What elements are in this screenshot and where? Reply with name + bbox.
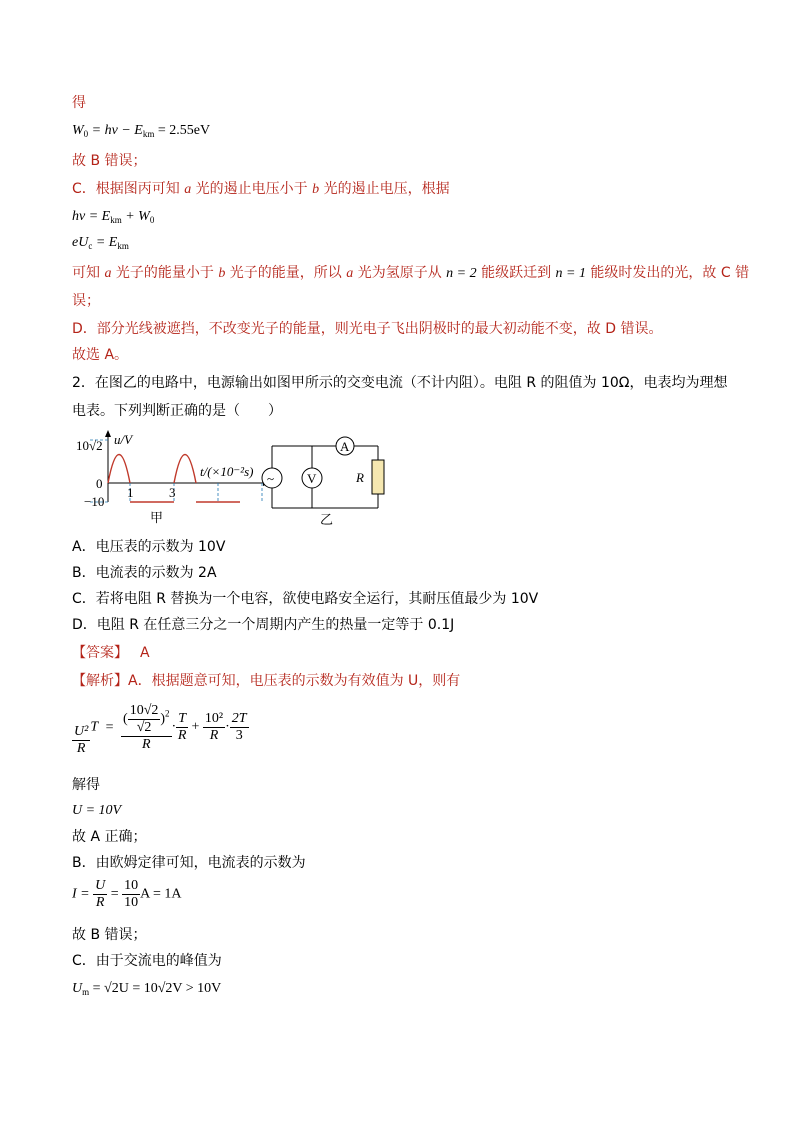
text-line: 误；: [72, 293, 100, 309]
var-n1: n = 1: [555, 266, 586, 281]
figure-jia-waveform: [72, 430, 275, 526]
y-axis-label: u/V: [114, 432, 133, 447]
numerator: 2T: [231, 711, 247, 726]
text-part: 光为氢原子从: [353, 265, 447, 281]
option-c: C．若将电阻 R 替换为一个电容，欲使电路安全运行，其耐压值最少为 10V: [72, 591, 539, 607]
eq-part: =: [105, 719, 114, 735]
numerator: ( $\frac{10√2}{√2}$ )$^2$: [123, 702, 170, 735]
text-part: 能级时发出的光，故 C 错: [585, 265, 750, 281]
eq-part: =: [110, 886, 119, 902]
text-line: 故选 A。: [72, 347, 129, 363]
var-a: a: [184, 182, 192, 197]
ammeter-label: A: [340, 439, 350, 454]
analysis-tag: 【解析】: [72, 673, 128, 689]
figure-caption-yi: 乙: [320, 512, 334, 526]
frac-10-10: [122, 878, 140, 911]
var-n2: n = 2: [446, 266, 477, 281]
eq-part: I =: [72, 886, 90, 902]
equation-w0: [72, 122, 210, 143]
eq-part: = √2U = 10√2V > 10V: [89, 981, 222, 996]
voltmeter-label: V: [307, 471, 317, 486]
eq-part: A = 1A: [140, 886, 182, 902]
text-part: 光的遏止电压小于: [191, 181, 313, 197]
option-b: B．电流表的示数为 2A: [72, 565, 217, 581]
figure-yi-circuit: [258, 430, 388, 526]
resistor-label: R: [356, 470, 364, 485]
text-line: 解得: [72, 777, 100, 793]
eq-part: +: [191, 719, 200, 735]
eq-part: hν = E: [72, 209, 111, 224]
x-tick-1: 1: [127, 485, 134, 500]
frac-u2-r: [72, 724, 90, 757]
text-part: 光子的能量小于: [111, 265, 219, 281]
frac-2t-3: [230, 711, 249, 744]
eq-part: T: [90, 719, 99, 735]
frac-main: [121, 703, 172, 753]
text-line: 故 B 错误；: [72, 153, 147, 169]
denominator: R: [76, 741, 86, 756]
eq-part: = E: [92, 235, 118, 250]
y-tick-bottom: −10: [84, 494, 105, 509]
frac-inner: [128, 703, 161, 736]
answer-value: A: [140, 645, 150, 661]
x-axis-label: t/(×10⁻²s): [200, 464, 254, 479]
text-line: [72, 264, 749, 283]
equation-u-value: U = 10V: [72, 803, 122, 818]
text-line: [72, 180, 450, 199]
eq-part: W: [72, 123, 84, 138]
denominator: R: [142, 736, 151, 752]
question-2-stem: 电表。下列判断正确的是（ ）: [72, 403, 282, 419]
ac-source-symbol: ~: [267, 471, 275, 486]
numerator: U: [95, 878, 106, 893]
eq-part: 0: [83, 129, 89, 139]
denominator: 3: [235, 728, 243, 743]
frac-100-r: [203, 711, 225, 744]
answer-tag: 【答案】: [72, 645, 128, 661]
option-d: D．电阻 R 在任意三分之一个周期内产生的热量一定等于 0.1J: [72, 617, 455, 633]
text-line: 故 A 正确；: [72, 829, 147, 845]
text-line: B．由欧姆定律可知，电流表的示数为: [72, 855, 306, 871]
frac-t-r: [176, 711, 188, 744]
text-line: 得: [72, 95, 86, 111]
eq-part: + W: [121, 209, 150, 224]
x-tick-3: 3: [169, 485, 176, 500]
text-part: 光子的能量，所以: [225, 265, 347, 281]
denominator: √2: [136, 719, 152, 735]
denominator: R: [209, 728, 219, 743]
var-b: b: [218, 266, 226, 281]
eq-part: eU: [72, 235, 89, 250]
text-part: 可知: [72, 265, 105, 281]
question-2-stem: 2．在图乙的电路中，电源输出如图甲所示的交变电流（不计内阻）。电阻 R 的阻值为 10Ω，电表均为理想: [72, 375, 728, 391]
eq-part: c: [88, 241, 93, 251]
option-a: A．电压表的示数为 10V: [72, 539, 226, 555]
text-line: D．部分光线被遮挡，不改变光子的能量，则光电子飞出阴极时的最大初动能不变，故 D 错误。: [72, 321, 663, 337]
var-a: a: [346, 266, 354, 281]
y-tick-top: 10√2: [76, 438, 103, 453]
answer-line: [72, 644, 150, 662]
y-tick-zero: 0: [96, 476, 103, 491]
eq-part: km: [110, 215, 122, 225]
equation-photoelectric: [72, 208, 154, 229]
eq-part: km: [142, 129, 155, 139]
eq-part: 0: [149, 215, 155, 225]
analysis-line: [72, 672, 460, 690]
exponent: 2: [165, 708, 170, 719]
denominator: R: [177, 728, 187, 743]
eq-part: U: [72, 981, 83, 996]
denominator: R: [95, 895, 105, 910]
text-part: 光的遏止电压，根据: [319, 181, 450, 197]
var-a: a: [104, 266, 112, 281]
numerator: U²: [74, 724, 89, 739]
figure-caption-jia: 甲: [150, 510, 164, 525]
numerator: 10²: [204, 711, 224, 726]
numerator: 10: [124, 878, 139, 893]
equation-current: [72, 878, 181, 911]
equation-effective-value: $\frac{\text{U²}}{R}$ T = ( $\frac{10√2}{√2}$ )$^2$ R · $\frac{T}{R}$ + $\frac{\text{10²}}{R}$ · $\frac{2T}{3}$: [74, 702, 247, 756]
denominator: 10: [124, 895, 139, 910]
var-b: b: [312, 182, 320, 197]
eq-part: = hν − E: [88, 123, 143, 138]
numerator: 10√2: [129, 702, 159, 718]
frac-u-r: [93, 878, 107, 911]
numerator: T: [178, 711, 187, 726]
text-part: 能级跃迁到: [476, 265, 556, 281]
eq-part: km: [117, 241, 129, 251]
equation-stopping-voltage: [72, 234, 129, 255]
eq-part: = 2.55eV: [154, 123, 211, 138]
text-line: C．由于交流电的峰值为: [72, 953, 222, 969]
equation-peak-value: [72, 980, 221, 1001]
text-part: C．根据图丙可知: [72, 181, 185, 197]
eq-part: m: [82, 987, 90, 997]
analysis-text: A．根据题意可知，电压表的示数为有效值为 U，则有: [128, 673, 461, 689]
text-line: 故 B 错误；: [72, 927, 147, 943]
